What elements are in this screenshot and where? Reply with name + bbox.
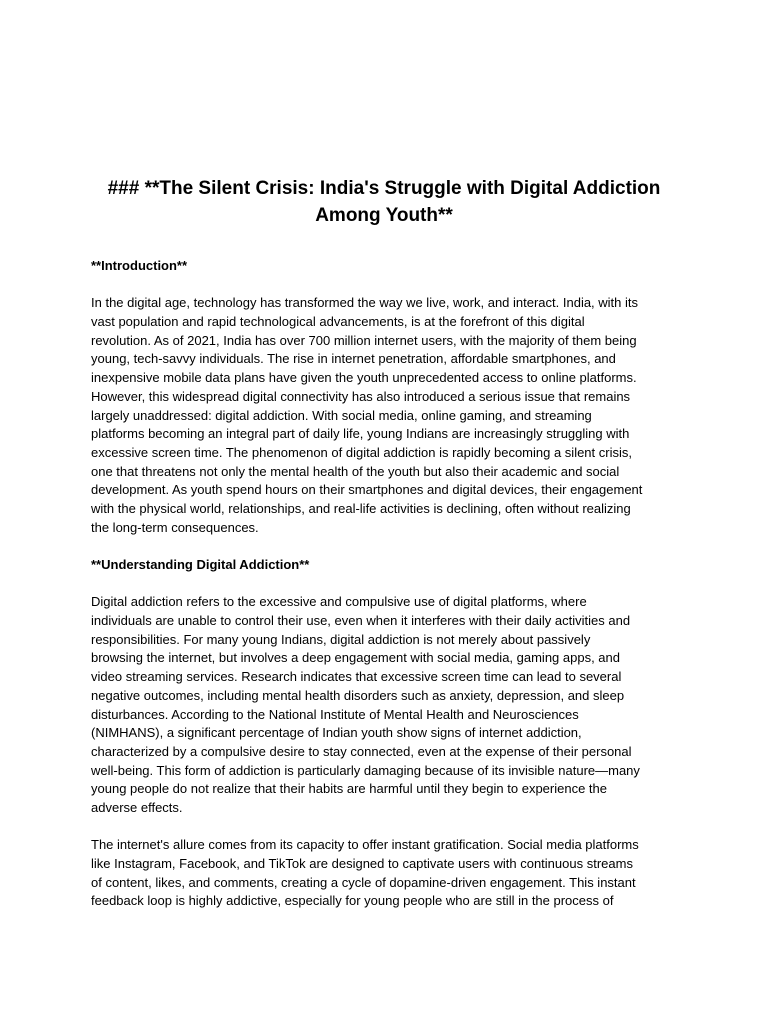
text-line: disturbances. According to the National Institute of Mental Health and Neurosciences xyxy=(91,706,579,722)
text-line: The internet's allure comes from its capacity to offer instant gratification. Social media platforms xyxy=(91,837,639,853)
text-line: individuals are unable to control their use, even when it interferes with their daily activities and xyxy=(91,613,631,629)
text-line: the long-term consequences. xyxy=(91,519,259,535)
text-line: video streaming services. Research indicates that excessive screen time can lead to several xyxy=(91,669,622,685)
text-line: negative outcomes, including mental health disorders such as anxiety, depression, and sleep xyxy=(91,687,625,703)
text-line: with the physical world, relationships, and real-life activities is declining, often without realizing xyxy=(91,501,631,517)
text-line: young people do not realize that their habits are harmful until they begin to experience the xyxy=(91,781,608,797)
paragraph xyxy=(91,294,685,537)
text-line: feedback loop is highly addictive, especially for young people who are still in the process of xyxy=(91,893,614,909)
text-line: platforms becoming an integral part of daily life, young Indians are increasingly struggling with xyxy=(91,426,630,442)
text-line: one that threatens not only the mental health of the youth but also their academic and social xyxy=(91,463,620,479)
text-line: largely unaddressed: digital addiction. With social media, online gaming, and streaming xyxy=(91,407,592,423)
text-line: of content, likes, and comments, creating a cycle of dopamine-driven engagement. This instant xyxy=(91,874,636,890)
document-body xyxy=(91,257,685,930)
text-line: revolution. As of 2021, India has over 700 million internet users, with the majority of them being xyxy=(91,332,637,348)
section-heading: **Introduction** xyxy=(91,258,188,273)
title-line: Among Youth** xyxy=(315,205,453,226)
text-line: development. As youth spend hours on their smartphones and digital devices, their engagement xyxy=(91,482,643,498)
text-line: vast population and rapid technological advancements, is at the forefront of this digital xyxy=(91,314,585,329)
section-heading: **Understanding Digital Addiction** xyxy=(91,557,310,573)
text-line: browsing the internet, but involves a deep engagement with social media, gaming apps, and xyxy=(91,650,620,666)
paragraph xyxy=(91,836,685,911)
paragraph xyxy=(91,593,685,817)
text-line: inexpensive mobile data plans have given the youth unprecedented access to online platforms. xyxy=(91,370,637,386)
text-line: excessive screen time. The phenomenon of digital addiction is rapidly becoming a silent crisis, xyxy=(91,444,632,460)
text-line: characterized by a compulsive desire to stay connected, even at the expense of their personal xyxy=(91,743,632,759)
text-line: like Instagram, Facebook, and TikTok are designed to captivate users with continuous streams xyxy=(91,856,633,872)
text-line: In the digital age, technology has transformed the way we live, work, and interact. India, with its xyxy=(91,295,639,311)
section-introduction xyxy=(91,257,685,537)
title-line: ### **The Silent Crisis: India's Struggle with Digital Addiction xyxy=(107,178,661,199)
text-line: Digital addiction refers to the excessive and compulsive use of digital platforms, where xyxy=(91,594,587,610)
text-line: young, tech-savvy individuals. The rise in internet penetration, affordable smartphones, and xyxy=(91,351,616,367)
text-line: responsibilities. For many young Indians, digital addiction is not merely about passively xyxy=(91,631,591,647)
text-line: well-being. This form of addiction is particularly damaging because of its invisible nature—many xyxy=(91,762,640,778)
document-title xyxy=(80,175,688,229)
section-understanding-digital-addiction xyxy=(91,556,685,911)
text-line: (NIMHANS), a significant percentage of Indian youth show signs of internet addiction, xyxy=(91,725,582,741)
text-line: adverse effects. xyxy=(91,800,183,816)
text-line: However, this widespread digital connectivity has also introduced a serious issue that remains xyxy=(91,388,631,404)
